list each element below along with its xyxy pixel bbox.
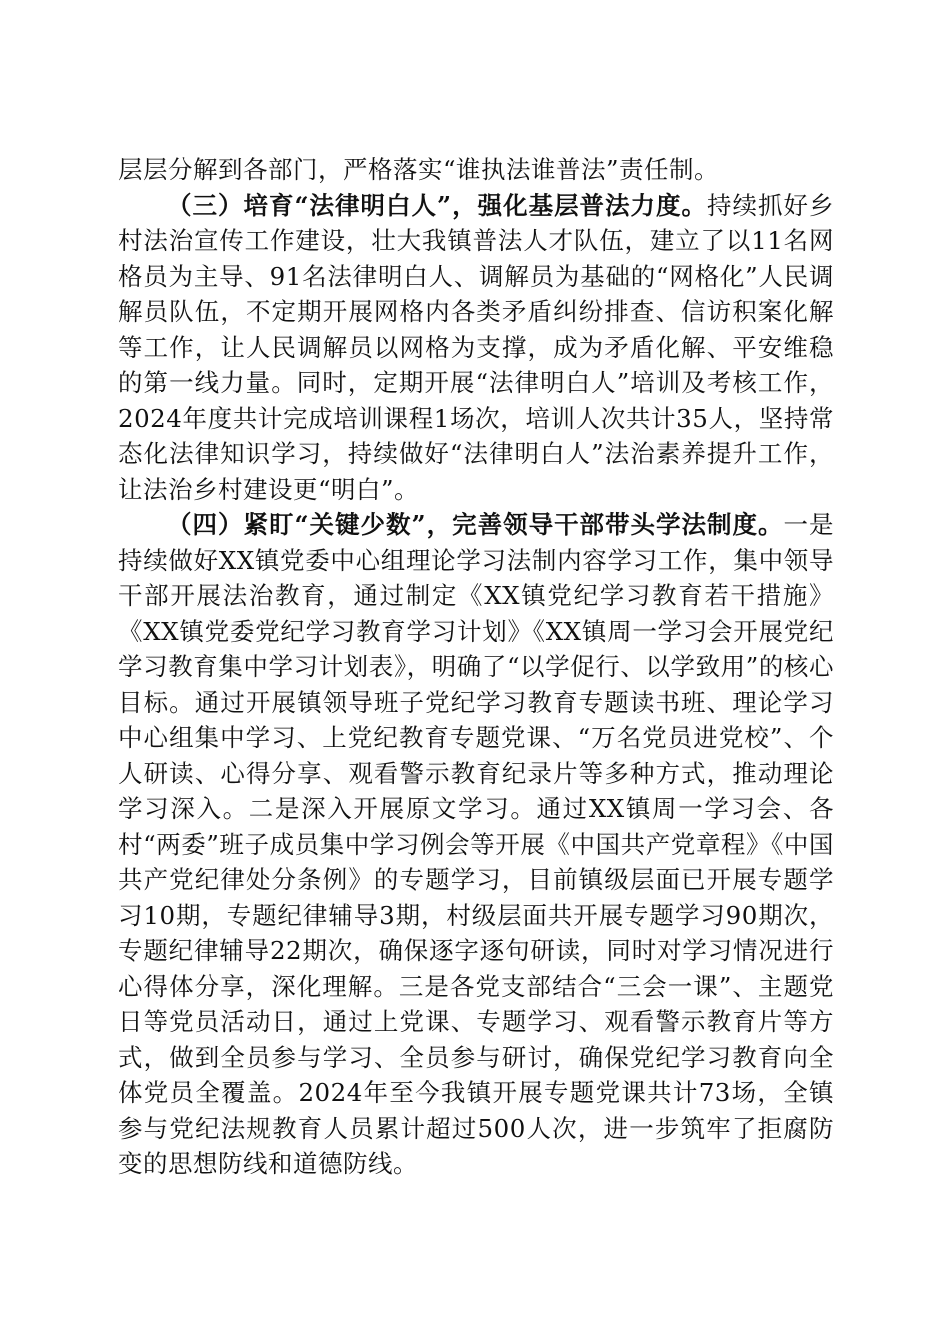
section-heading: （三）培育“法律明白人”，强化基层普法力度。 [167,190,708,220]
paragraph-section-4 [118,507,834,1182]
paragraph-text: 层层分解到各部门，严格落实“谁执法谁普法”责任制。 [118,155,720,184]
paragraph-section-3 [118,188,834,508]
paragraph-continuation [118,152,834,188]
paragraph-text: 一是持续做好XX镇党委中心组理论学习法制内容学习工作，集中领导干部开展法治教育，通过制定《XX镇党纪学习教育若干措施》《XX镇党委党纪学习教育学习计划》《XX镇周一学习会开展党纪学习教育集中学习计划表》，明确了“以学促行、以学致用”的核心目标。通过开展镇领导班子党纪学习教育专题读书班、理论学习中心组集中学习、上党纪教育专题党课、“万名党员进党校”、个人研读、心得分享、观看警示教育纪录片等多种方式，推动理论学习深入。二是深入开展原文学习。通过XX镇周一学习会、各村“两委”班子成员集中学习例会等开展《中国共产党章程》《中国共产党纪律处分条例》的专题学习，目前镇级层面已开展专题学习10期，专题纪律辅导3期，村级层面共开展专题学习90期次，专题纪律辅导22期次，确保逐字逐句研读，同时对学习情况进行心得体分享，深化理解。三是各党支部结合“三会一课”、主题党日等党员活动日，通过上党课、专题学习、观看警示教育片等方式，做到全员参与学习、全员参与研讨，确保党纪学习教育向全体党员全覆盖。2024年至今我镇开展专题党课共计73场，全镇参与党纪法规教育人员累计超过500人次，进一步筑牢了拒腐防变的思想防线和道德防线。 [118,510,835,1178]
section-heading: （四）紧盯“关键少数”，完善领导干部带头学法制度。 [167,510,784,539]
document-body [118,152,834,1182]
paragraph-text: 持续抓好乡村法治宣传工作建设，壮大我镇普法人才队伍，建立了以11名网格员为主导、91名法律明白人、调解员为基础的“网格化”人民调解员队伍，不定期开展网格内各类矛盾纠纷排查、信访积案化解等工作，让人民调解员以网格为支撑，成为矛盾化解、平安维稳的第一线力量。同时，定期开展“法律明白人”培训及考核工作，2024年度共计完成培训课程1场次，培训人次共计35人，坚持常态化法律知识学习，持续做好“法律明白人”法治素养提升工作，让法治乡村建设更“明白”。 [118,190,835,504]
